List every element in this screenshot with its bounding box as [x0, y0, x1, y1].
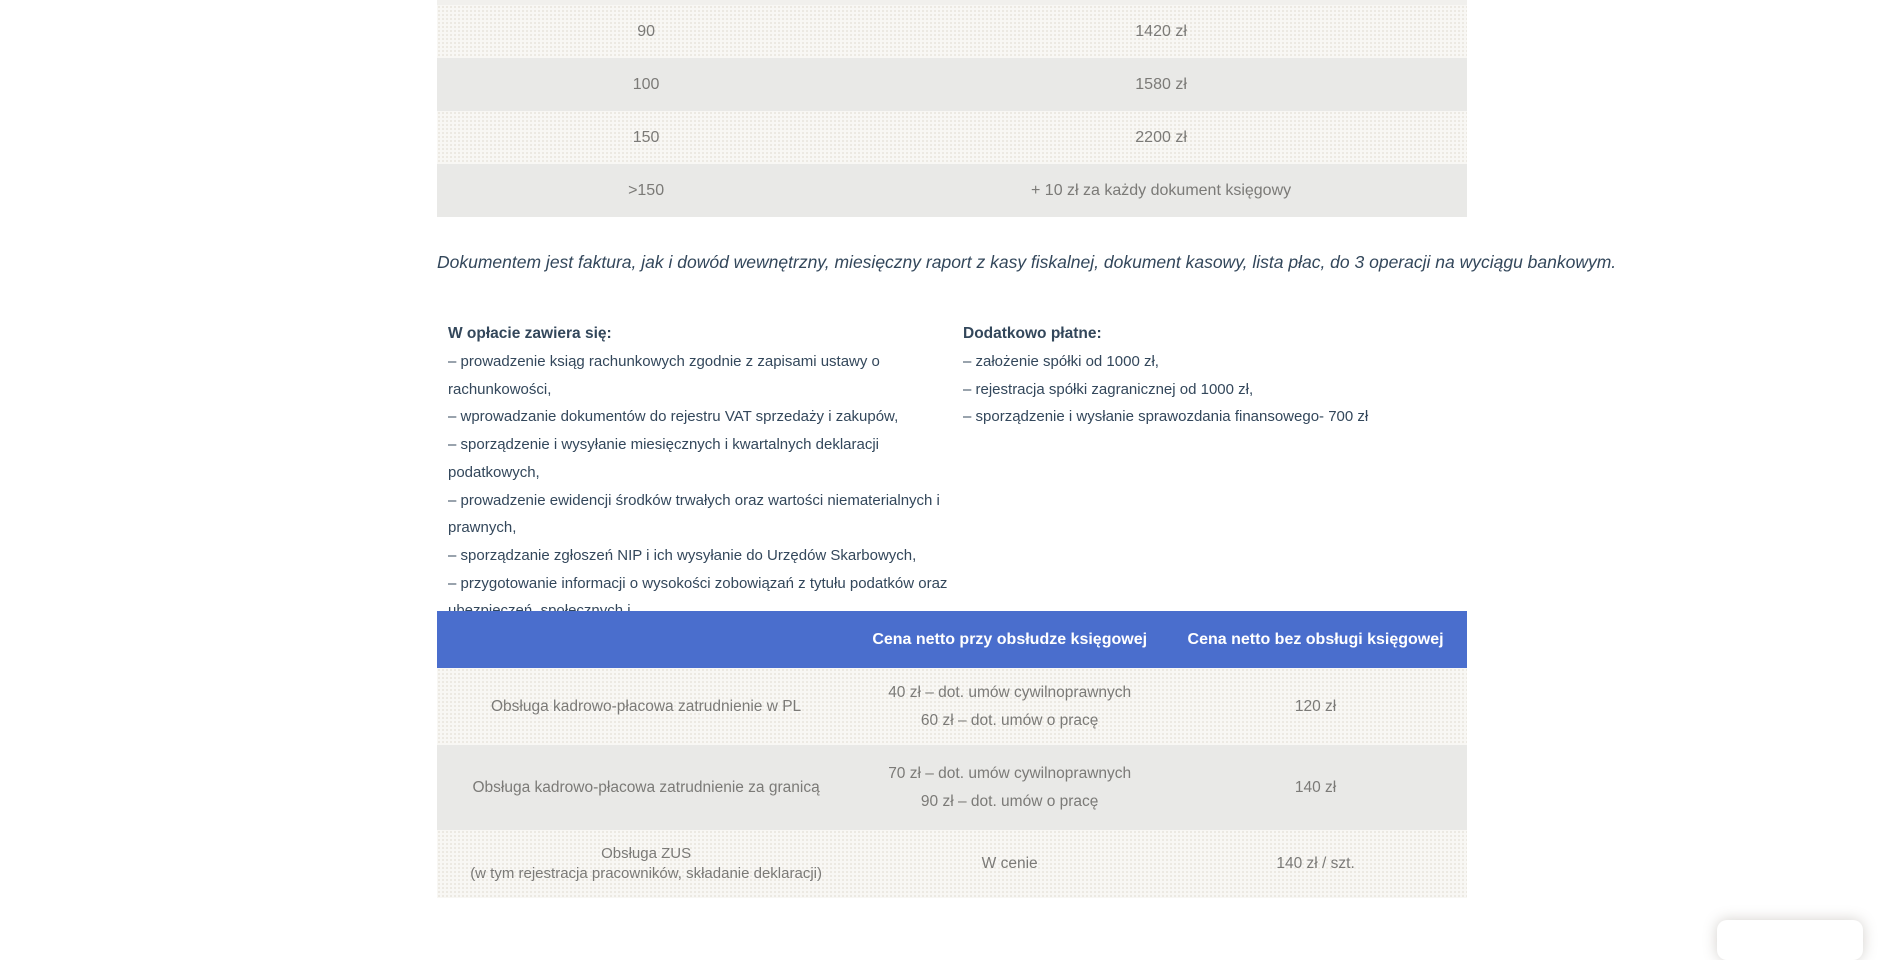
- documents-count-cell: 150: [632, 128, 660, 146]
- list-item: – wprowadzanie dokumentów do rejestru VAT sprzedaży i zakupów,: [448, 408, 899, 426]
- list-item: – sporządzenie i wysyłanie miesięcznych i kwartalnych deklaracji podatkowych,: [448, 436, 880, 481]
- list-item: – sporządzanie zgłoszeń NIP i ich wysyłanie do Urzędów Skarbowych,: [448, 546, 917, 564]
- price-with-accounting-cell: [855, 760, 1164, 816]
- extra-heading: Dodatkowo płatne:: [963, 325, 1102, 342]
- price-cell: + 10 zł za każdy dokument księgowy: [1031, 181, 1292, 199]
- service-name-line: (w tym rejestracja pracowników, składanie deklaracji): [470, 865, 822, 882]
- table-row: [437, 668, 1467, 745]
- included-in-fee-section: [448, 320, 968, 653]
- price-cell: 2200 zł: [1135, 128, 1187, 146]
- services-pricing-table: [437, 611, 1467, 898]
- document-definition-note: Dokumentem jest faktura, jak i dowód wewnętrzny, miesięczny raport z kasy fiskalnej, dokument kasowy, lista płac, do 3 operacji na wyciągu bankowym.: [437, 252, 1617, 272]
- price-without-accounting-cell: [1164, 693, 1467, 721]
- service-name-line: Obsługa ZUS: [601, 845, 692, 862]
- documents-count-cell: 100: [632, 75, 660, 93]
- list-item: – rejestracja spółki zagranicznej od 1000 zł,: [963, 380, 1254, 398]
- table-row: [437, 164, 1467, 217]
- list-item: – przygotowanie informacji o wysokości zobowiązań z tytułu podatków oraz: [448, 574, 948, 592]
- table-row: [437, 111, 1467, 164]
- price-line: 120 zł: [1294, 697, 1337, 715]
- price-line: 40 zł – dot. umów cywilnoprawnych: [888, 683, 1132, 701]
- price-without-accounting-cell: [1164, 774, 1467, 802]
- list-item: – sporządzenie i wysłanie sprawozdania finansowego- 700 zł: [963, 408, 1369, 426]
- service-name-line: Obsługa kadrowo-płacowa zatrudnienie za granicą: [472, 778, 820, 796]
- table-row: [437, 745, 1467, 830]
- price-line: 140 zł / szt.: [1276, 855, 1355, 872]
- price-without-accounting-cell: [1164, 850, 1467, 878]
- corner-floating-widget[interactable]: [1717, 920, 1863, 960]
- price-cell: 1580 zł: [1135, 75, 1187, 93]
- price-line: 140 zł: [1294, 778, 1337, 796]
- documents-count-cell: >150: [628, 181, 665, 199]
- documents-count-cell: 90: [637, 22, 655, 40]
- services-table-header: [437, 611, 1467, 668]
- price-line: 90 zł – dot. umów o pracę: [920, 792, 1099, 810]
- service-name-cell: [437, 774, 855, 802]
- list-item: – założenie spółki od 1000 zł,: [963, 353, 1159, 370]
- header-without-accounting-cell: Cena netto bez obsługi księgowej: [1187, 630, 1444, 648]
- documents-pricing-table: [437, 0, 1467, 217]
- additionally-paid-section: [963, 320, 1403, 431]
- price-line: 70 zł – dot. umów cywilnoprawnych: [888, 764, 1132, 782]
- service-name-line: Obsługa kadrowo-płacowa zatrudnienie w PL: [490, 697, 802, 715]
- price-with-accounting-cell: [855, 850, 1164, 878]
- list-item: – prowadzenie ksiąg rachunkowych zgodnie z zapisami ustawy o rachunkowości,: [448, 353, 880, 398]
- list-item: – prowadzenie ewidencji środków trwałych oraz wartości niematerialnych i prawnych,: [448, 491, 940, 537]
- table-row: [437, 830, 1467, 898]
- table-row: [437, 5, 1467, 58]
- service-name-cell: [437, 693, 855, 721]
- price-cell: 1420 zł: [1135, 22, 1187, 40]
- price-with-accounting-cell: [855, 679, 1164, 735]
- price-line: W cenie: [981, 855, 1038, 872]
- service-name-cell: [437, 844, 855, 884]
- included-heading: W opłacie zawiera się:: [448, 325, 612, 342]
- header-with-accounting-cell: Cena netto przy obsłudze księgowej: [872, 630, 1148, 648]
- price-line: 60 zł – dot. umów o pracę: [920, 711, 1099, 729]
- table-row: [437, 58, 1467, 111]
